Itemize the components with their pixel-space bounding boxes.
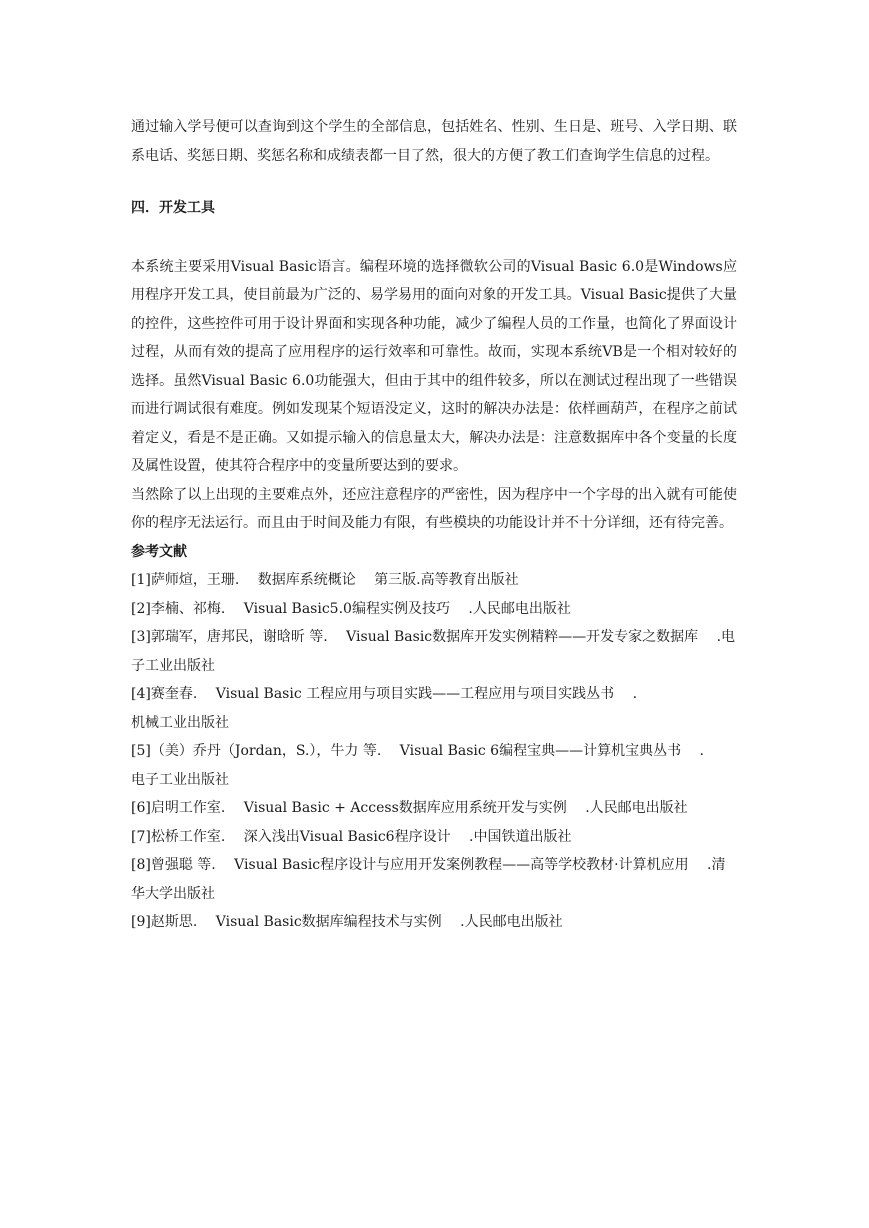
reference-item: [9]赵斯思. Visual Basic数据库编程技术与实例 .人民邮电出版社 [131,914,563,930]
body-paragraph-2: 当然除了以上出现的主要难点外，还应注意程序的严密性，因为程序中一个字母的出入就有可能使你的程序无法运行。而且由于时间及能力有限，有些模块的功能设计并不十分详细，还有待完善。 [131,486,737,531]
document-body [131,113,737,937]
intro-paragraph: 通过输入学号便可以查询到这个学生的全部信息，包括姓名、性别、生日是、班号、入学日期、联系电话、奖惩日期、奖惩名称和成绩表都一目了然，很大的方便了教工们查询学生信息的过程。 [131,119,737,164]
reference-item: [2]李楠、祁梅. Visual Basic5.0编程实例及技巧 .人民邮电出版社 [131,600,571,617]
references-title: 参考文献 [131,543,187,560]
body-paragraph-1: 本系统主要采用Visual Basic语言。编程环境的选择微软公司的Visual Basic 6.0是Windows应用程序开发工具，使目前最为广泛的、易学易用的面向对象的开发工具。Visual Basic提供了大量的控件，这些控件可用于设计界面和实现各种功能，减少了编程人员的工作量，也简化了界面设计过程，从而有效的提高了应用程序的运行效率和可靠性。故而，实现本系统VB是一个相对较好的选择。虽然Visual Basic 6.0功能强大，但由于其中的组件较多，所以在测试过程出现了一些错误而进行调试很有难度。例如发现某个短语没定义，这时的解决办法是：依样画葫芦，在程序之前试着定义，看是不是正确。又如提示输入的信息量太大，解决办法是：注意数据库中各个变量的长度及属性设置，使其符合程序中的变量所要达到的要求。 [131,258,737,474]
reference-item: [3]郭瑞军，唐邦民，谢晗昕 等. Visual Basic数据库开发实例精粹——开发专家之数据库 .电子工业出版社 [131,629,736,674]
section-heading: 四．开发工具 [131,200,215,216]
reference-item: [8]曾强聪 等. Visual Basic程序设计与应用开发案例教程——高等学校教材·计算机应用 .清华大学出版社 [131,857,726,902]
reference-item: [1]萨师煊，王珊. 数据库系统概论 第三版.高等教育出版社 [131,572,519,588]
reference-item: [5]（美）乔丹（Jordan，S.），牛力 等. Visual Basic 6编程宝典——计算机宝典丛书 . 电子工业出版社 [131,743,704,788]
reference-item: [4]赛奎春. Visual Basic 工程应用与项目实践——工程应用与项目实践丛书 . 机械工业出版社 [131,686,638,731]
reference-item: [6]启明工作室. Visual Basic + Access数据库应用系统开发与实例 .人民邮电出版社 [131,800,688,816]
references-list [131,566,737,937]
reference-item: [7]松桥工作室. 深入浅出Visual Basic6程序设计 .中国铁道出版社 [131,828,572,845]
